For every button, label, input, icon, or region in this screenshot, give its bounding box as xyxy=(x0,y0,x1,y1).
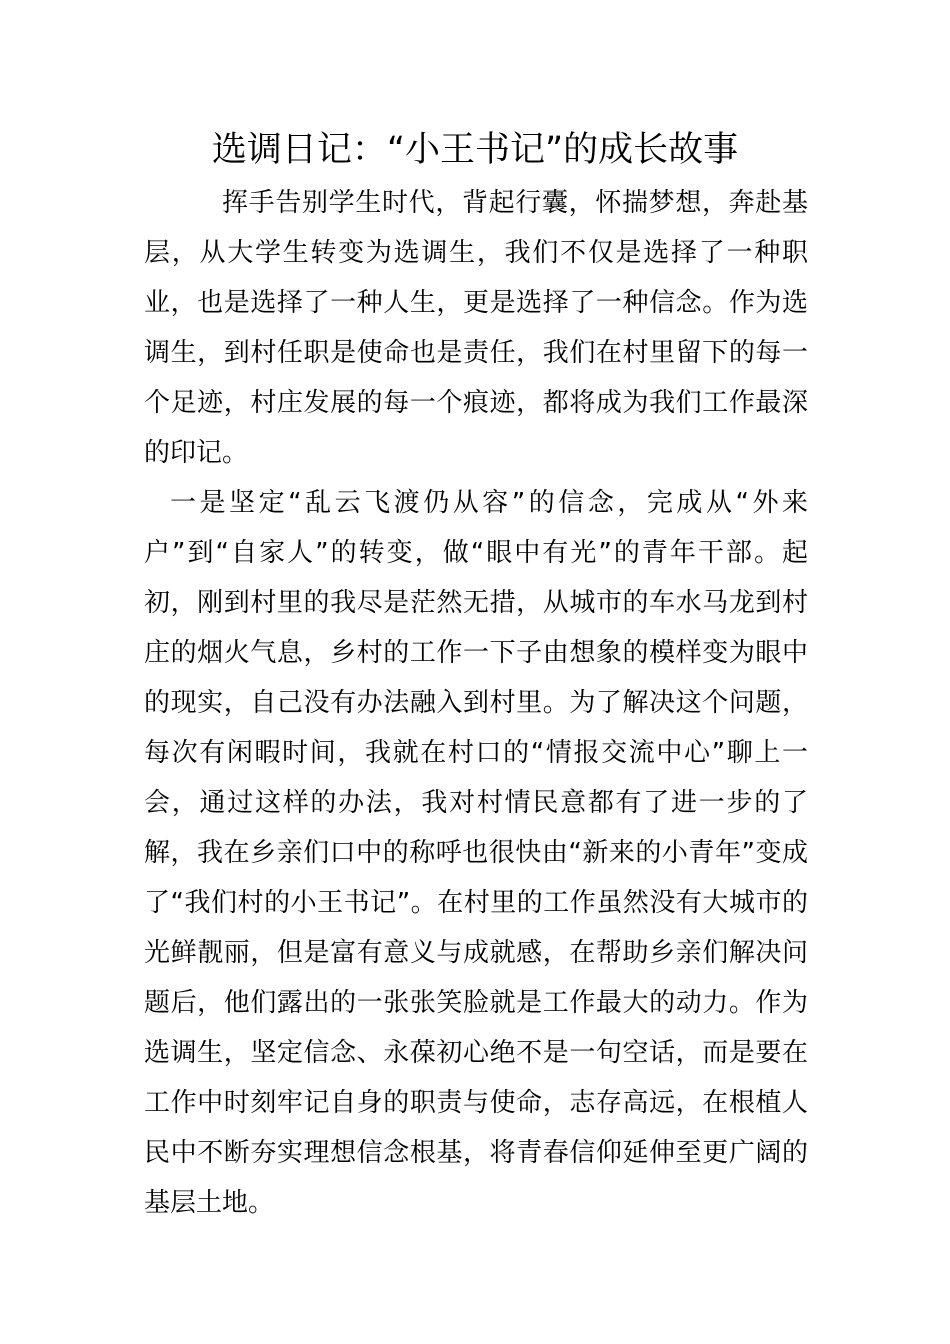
paragraph-point-one: 一是坚定“乱云飞渡仍从容”的信念，完成从“外来户”到“自家人”的转变，做“眼中有光”的青年干部。起初，刚到村里的我尽是茫然无措，从城市的车水马龙到村庄的烟火气息，乡村的工作一下子由想象的模样变为眼中的现实，自己没有办法融入到村里。为了解决这个问题，每次有闲暇时间，我就在村口的“情报交流中心”聊上一会，通过这样的办法，我对村情民意都有了进一步的了解，我在乡亲们口中的称呼也很快由“新来的小青年”变成了“我们村的小王书记”。在村里的工作虽然没有大城市的光鲜靓丽，但是富有意义与成就感，在帮助乡亲们解决问题后，他们露出的一张张笑脸就是工作最大的动力。作为选调生，坚定信念、永葆初心绝不是一句空话，而是要在工作中时刻牢记自身的职责与使命，志存高远，在根植人民中不断夯实理想信念根基，将青春信仰延伸至更广阔的基层土地。 xyxy=(144,488,808,1218)
document-title: 选调日记：“小王书记”的成长故事 xyxy=(211,130,739,170)
document-body xyxy=(144,178,808,1228)
paragraph-intro: 挥手告别学生时代，背起行囊，怀揣梦想，奔赴基层，从大学生转变为选调生，我们不仅是选择了一种职业，也是选择了一种人生，更是选择了一种信念。作为选调生，到村任职是使命也是责任，我们在村里留下的每一个足迹，村庄发展的每一个痕迹，都将成为我们工作最深的印记。 xyxy=(144,188,808,468)
